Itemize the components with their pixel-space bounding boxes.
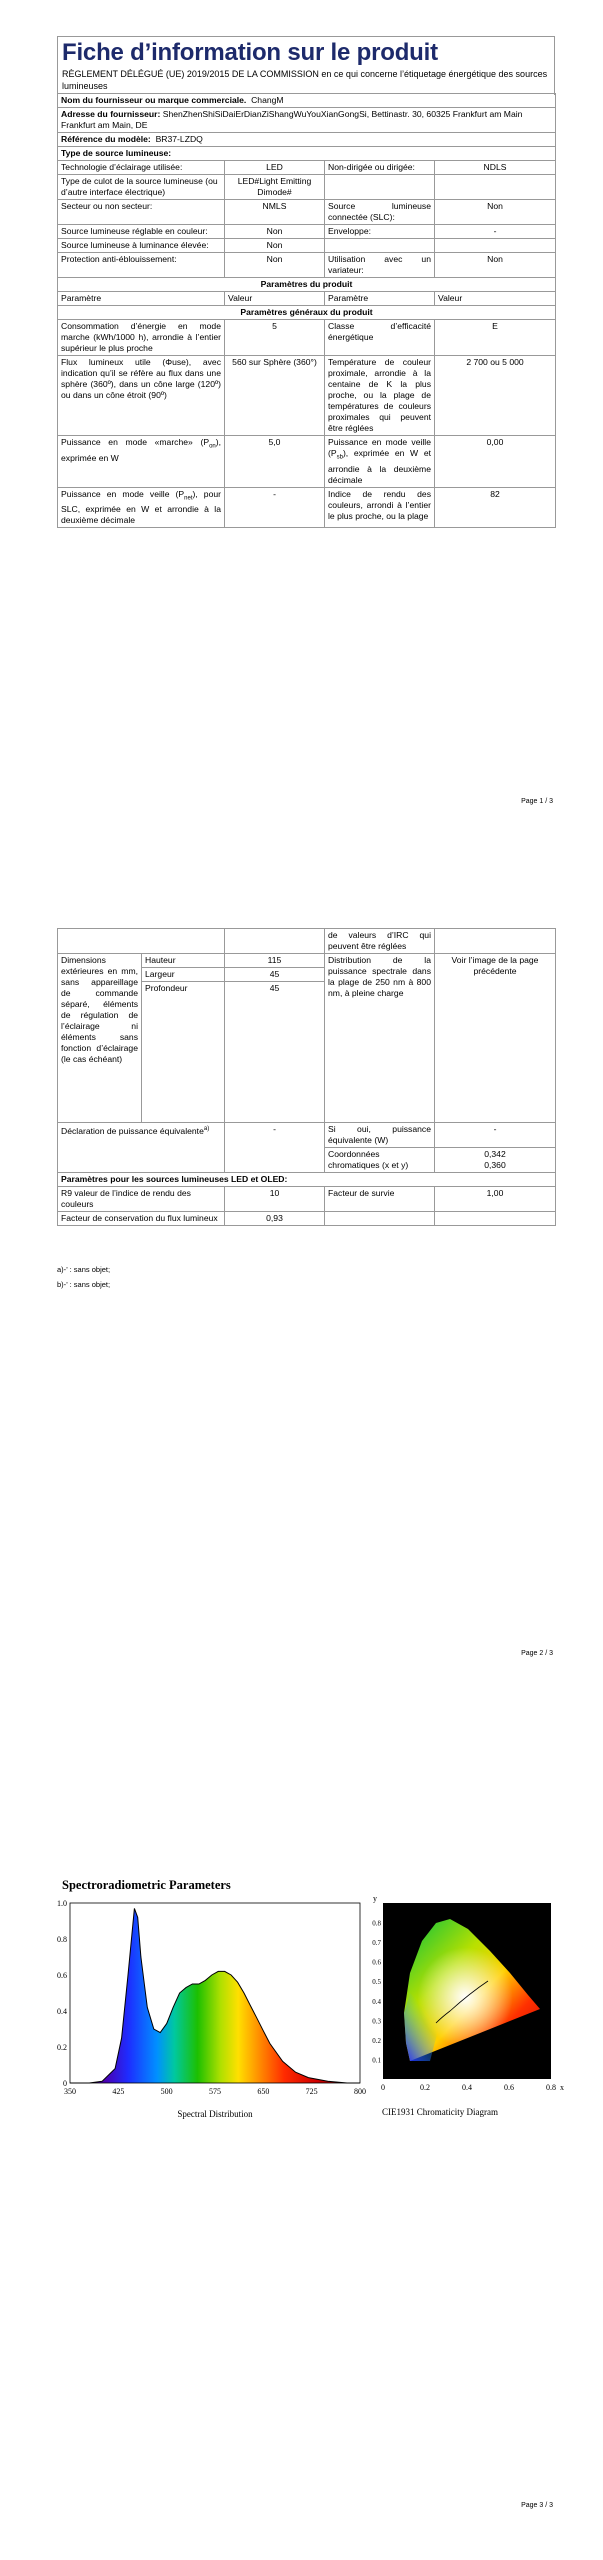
cie-y-tick-label: 0.1: [372, 2056, 381, 2065]
colour-tunable-value: Non: [225, 225, 325, 239]
led-params-heading-row: [58, 1173, 556, 1187]
product-params-heading-row: [58, 278, 556, 292]
footnotes: [57, 1262, 110, 1292]
flux-row: [58, 356, 556, 436]
class-value: E: [435, 320, 556, 356]
flux-label: Flux lumineux utile (Φuse), avec indication qu’il se réfère au flux dans une sphère (360º), dans un cône large (120º) ou dans un cône étroit (90º): [58, 356, 225, 436]
spd-y-tick-label: 0: [63, 2079, 67, 2088]
energy-row: [58, 320, 556, 356]
maintenance-label: Facteur de conservation du flux lumineux: [58, 1212, 225, 1226]
high-luminance-value: Non: [225, 239, 325, 253]
r9-label: R9 valeur de l’indice de rendu des couleurs: [58, 1187, 225, 1212]
dimensions-label: Dimensions extérieures en mm, sans appareillage de commande séparé, éléments de régulation de l’éclairage ni éléments sans fonction d’éclairage (le cas échéant): [58, 954, 142, 1123]
supplier-value: ChangM: [251, 95, 284, 105]
source-type-heading-row: [58, 147, 556, 161]
maintenance-row: [58, 1212, 556, 1226]
address-row: [58, 108, 556, 133]
supplier-row: [58, 94, 556, 108]
directional-label: Non-dirigée ou dirigée:: [325, 161, 435, 175]
spd-x-tick-label: 800: [354, 2087, 366, 2096]
equivalent-value: -: [225, 1123, 325, 1173]
cie-chromaticity-diagram: [370, 1893, 570, 2123]
col-value-1: Valeur: [225, 292, 325, 306]
energy-label: Consommation d’énergie en mode marche (kWh/1000 h), arrondie à l’entier supérieur le plus proche: [58, 320, 225, 356]
connected-label: Source lumineuse connectée (SLC):: [325, 200, 435, 225]
height-value: 115: [225, 954, 325, 968]
on-power-value: 5,0: [225, 436, 325, 488]
cri-label-part2: de valeurs d’IRC qui peuvent être réglées: [325, 929, 435, 954]
cie-y-tick-label: 0.4: [372, 1997, 381, 2006]
tech-label: Technologie d’éclairage utilisée:: [58, 161, 225, 175]
mains-row: [58, 200, 556, 225]
cap-label: Type de culot de la source lumineuse (ou d’autre interface électrique): [58, 175, 225, 200]
cct-label: Température de couleur proximale, arrondie à la centaine de K la plus proche, ou la plage de températures de couleurs proximales qui peuvent être réglées: [325, 356, 435, 436]
spd-x-tick-label: 725: [305, 2087, 318, 2096]
spd-x-tick-label: 425: [112, 2087, 125, 2096]
cie-y-tick-label: 0.5: [372, 1978, 381, 1987]
equivalent-power-value: -: [435, 1123, 556, 1148]
regulation-text: RÈGLEMENT DÉLÉGUÉ (UE) 2019/2015 DE LA COMMISSION en ce qui concerne l’étiquetage énergétique des sources lumineuses: [62, 69, 548, 91]
chromaticity-label: Coordonnées chromatiques (x et y): [325, 1148, 435, 1173]
product-params-heading: Paramètres du produit: [58, 278, 556, 292]
width-label: Largeur: [142, 968, 225, 982]
cie-x-tick-label: 0.4: [462, 2083, 472, 2092]
led-params-heading: Paramètres pour les sources lumineuses LED et OLED:: [58, 1173, 556, 1187]
net-standby-value: -: [225, 487, 325, 528]
directional-value: NDLS: [435, 161, 556, 175]
address-label: Adresse du fournisseur:: [61, 109, 161, 119]
envelope-value: -: [435, 225, 556, 239]
dimmable-label: Utilisation avec un variateur:: [325, 253, 435, 278]
cct-value: 2 700 ou 5 000: [435, 356, 556, 436]
spd-caption: Spectral Distribution: [177, 2109, 253, 2119]
footnote-a: a)-’ : sans objet;: [57, 1265, 111, 1274]
power-row: [58, 436, 556, 488]
col-value-2: Valeur: [435, 292, 556, 306]
page-number-1: Page 1 / 3: [521, 798, 553, 805]
spd-x-tick-label: 500: [160, 2087, 173, 2096]
survival-value: 1,00: [435, 1187, 556, 1212]
cie-y-tick-label: 0.3: [372, 2017, 381, 2026]
spectral-distribution-chart: [40, 1895, 380, 2125]
column-header-row: [58, 292, 556, 306]
spd-y-tick-label: 0.2: [57, 2043, 67, 2052]
spd-x-tick-label: 350: [64, 2087, 76, 2096]
product-info-table-page1: [57, 93, 556, 528]
cie-y-tick-label: 0.7: [372, 1939, 381, 1948]
tech-value: LED: [225, 161, 325, 175]
dimension-row-height: [58, 954, 556, 968]
cri-label-part1: Indice de rendu des couleurs, arrondi à l’entier le plus proche, ou la plage: [325, 487, 435, 528]
colour-tunable-row: [58, 225, 556, 239]
maintenance-value: 0,93: [225, 1212, 325, 1226]
survival-label: Facteur de survie: [325, 1187, 435, 1212]
source-type-heading: Type de source lumineuse:: [58, 147, 556, 161]
spd-label: Distribution de la puissance spectrale dans la plage de 250 nm à 800 nm, à pleine charge: [325, 954, 435, 1123]
page-number-3: Page 3 / 3: [521, 2502, 553, 2509]
cap-value: LED#Light Emitting Dimode#: [225, 175, 325, 200]
spd-value: Voir l’image de la page précédente: [435, 954, 556, 1123]
spd-x-tick-label: 650: [257, 2087, 270, 2096]
cie-y-tick-label: 0.8: [372, 1919, 381, 1928]
col-param-1: Paramètre: [58, 292, 225, 306]
spd-y-tick-label: 0.4: [57, 2007, 67, 2016]
depth-value: 45: [225, 982, 325, 1123]
spd-y-tick-label: 0.6: [57, 1971, 67, 1980]
spd-area: [70, 1908, 360, 2083]
standby-value: 0,00: [435, 436, 556, 488]
equivalent-row: [58, 1123, 556, 1148]
on-power-label: Puissance en mode «marche» $(P_{on})$, exprimée en W: [58, 436, 225, 488]
net-standby-label: Puissance en mode veille $(P_{net})$, pour SLC, exprimée en W et arrondie à la deuxième décimale: [58, 487, 225, 528]
energy-value: 5: [225, 320, 325, 356]
connected-value: Non: [435, 200, 556, 225]
net-standby-row: [58, 487, 556, 528]
address-value: ShenZhenShiSiDaiErDianZiShangWuYouXianGongSi, Bettinastr. 30, 60325 Frankfurt am Main Frankfurt am Main, DE: [61, 109, 523, 130]
chromaticity-x: 0,342: [484, 1149, 506, 1159]
flux-value: 560 sur Sphère (360°): [225, 356, 325, 436]
cie-x-tick-label: 0: [381, 2083, 385, 2092]
cie-caption: CIE1931 Chromaticity Diagram: [382, 2107, 498, 2117]
width-value: 45: [225, 968, 325, 982]
cie-y-tick-label: 0.6: [372, 1958, 381, 1967]
height-label: Hauteur: [142, 954, 225, 968]
equivalent-power-label: Si oui, puissance équivalente (W): [325, 1123, 435, 1148]
standby-label: Puissance en mode veille $(P_{sb})$, exprimée en W et arrondie à la deuxième décimale: [325, 436, 435, 488]
depth-label: Profondeur: [142, 982, 225, 1123]
general-params-heading: Paramètres généraux du produit: [58, 306, 556, 320]
high-luminance-label: Source lumineuse à luminance élevée:: [58, 239, 225, 253]
high-luminance-row: [58, 239, 556, 253]
cie-y-axis-label: y: [373, 1894, 377, 1903]
cri-value: 82: [435, 487, 556, 528]
page-2: [0, 835, 603, 1675]
colour-tunable-label: Source lumineuse réglable en couleur:: [58, 225, 225, 239]
spd-y-tick-label: 0.8: [57, 1935, 67, 1944]
chromaticity-y: 0,360: [484, 1160, 506, 1170]
cie-x-tick-label: 0.8: [546, 2083, 556, 2092]
anti-glare-label: Protection anti-éblouissement:: [58, 253, 225, 278]
supplier-label: Nom du fournisseur ou marque commerciale.: [61, 95, 247, 105]
cie-y-tick-label: 0.2: [372, 2036, 381, 2045]
cie-x-tick-label: 0.6: [504, 2083, 514, 2092]
document-title: Fiche d’information sur le produit: [62, 39, 438, 66]
mains-label: Secteur ou non secteur:: [58, 200, 225, 225]
general-params-heading-row: [58, 306, 556, 320]
product-info-table-page2: [57, 928, 556, 1226]
spectro-heading: Spectroradiometric Parameters: [62, 1878, 231, 1892]
model-value: BR37-LZDQ: [155, 134, 203, 144]
anti-glare-value: Non: [225, 253, 325, 278]
envelope-label: Enveloppe:: [325, 225, 435, 239]
class-label: Classe d’efficacité énergétique: [325, 320, 435, 356]
cap-row: [58, 175, 556, 200]
spd-x-tick-label: 575: [209, 2087, 221, 2096]
cri-continued-row: [58, 929, 556, 954]
model-label: Référence du modèle:: [61, 134, 151, 144]
r9-value: 10: [225, 1187, 325, 1212]
equivalent-label: Déclaration de puissance équivalente$^{a)}$: [58, 1123, 225, 1173]
document-header: [57, 36, 555, 95]
chromaticity-value: [435, 1148, 556, 1173]
col-param-2: Paramètre: [325, 292, 435, 306]
page-1: [0, 0, 603, 835]
model-row: [58, 133, 556, 147]
anti-glare-row: [58, 253, 556, 278]
footnote-b: b)-’ : sans objet;: [57, 1280, 111, 1289]
r9-row: [58, 1187, 556, 1212]
spd-y-tick-label: 1.0: [57, 1899, 67, 1908]
dimmable-value: Non: [435, 253, 556, 278]
mains-value: NMLS: [225, 200, 325, 225]
tech-row: [58, 161, 556, 175]
page-number-2: Page 2 / 3: [521, 1650, 553, 1657]
cie-x-axis-label: x: [560, 2083, 564, 2092]
cie-x-tick-label: 0.2: [420, 2083, 430, 2092]
